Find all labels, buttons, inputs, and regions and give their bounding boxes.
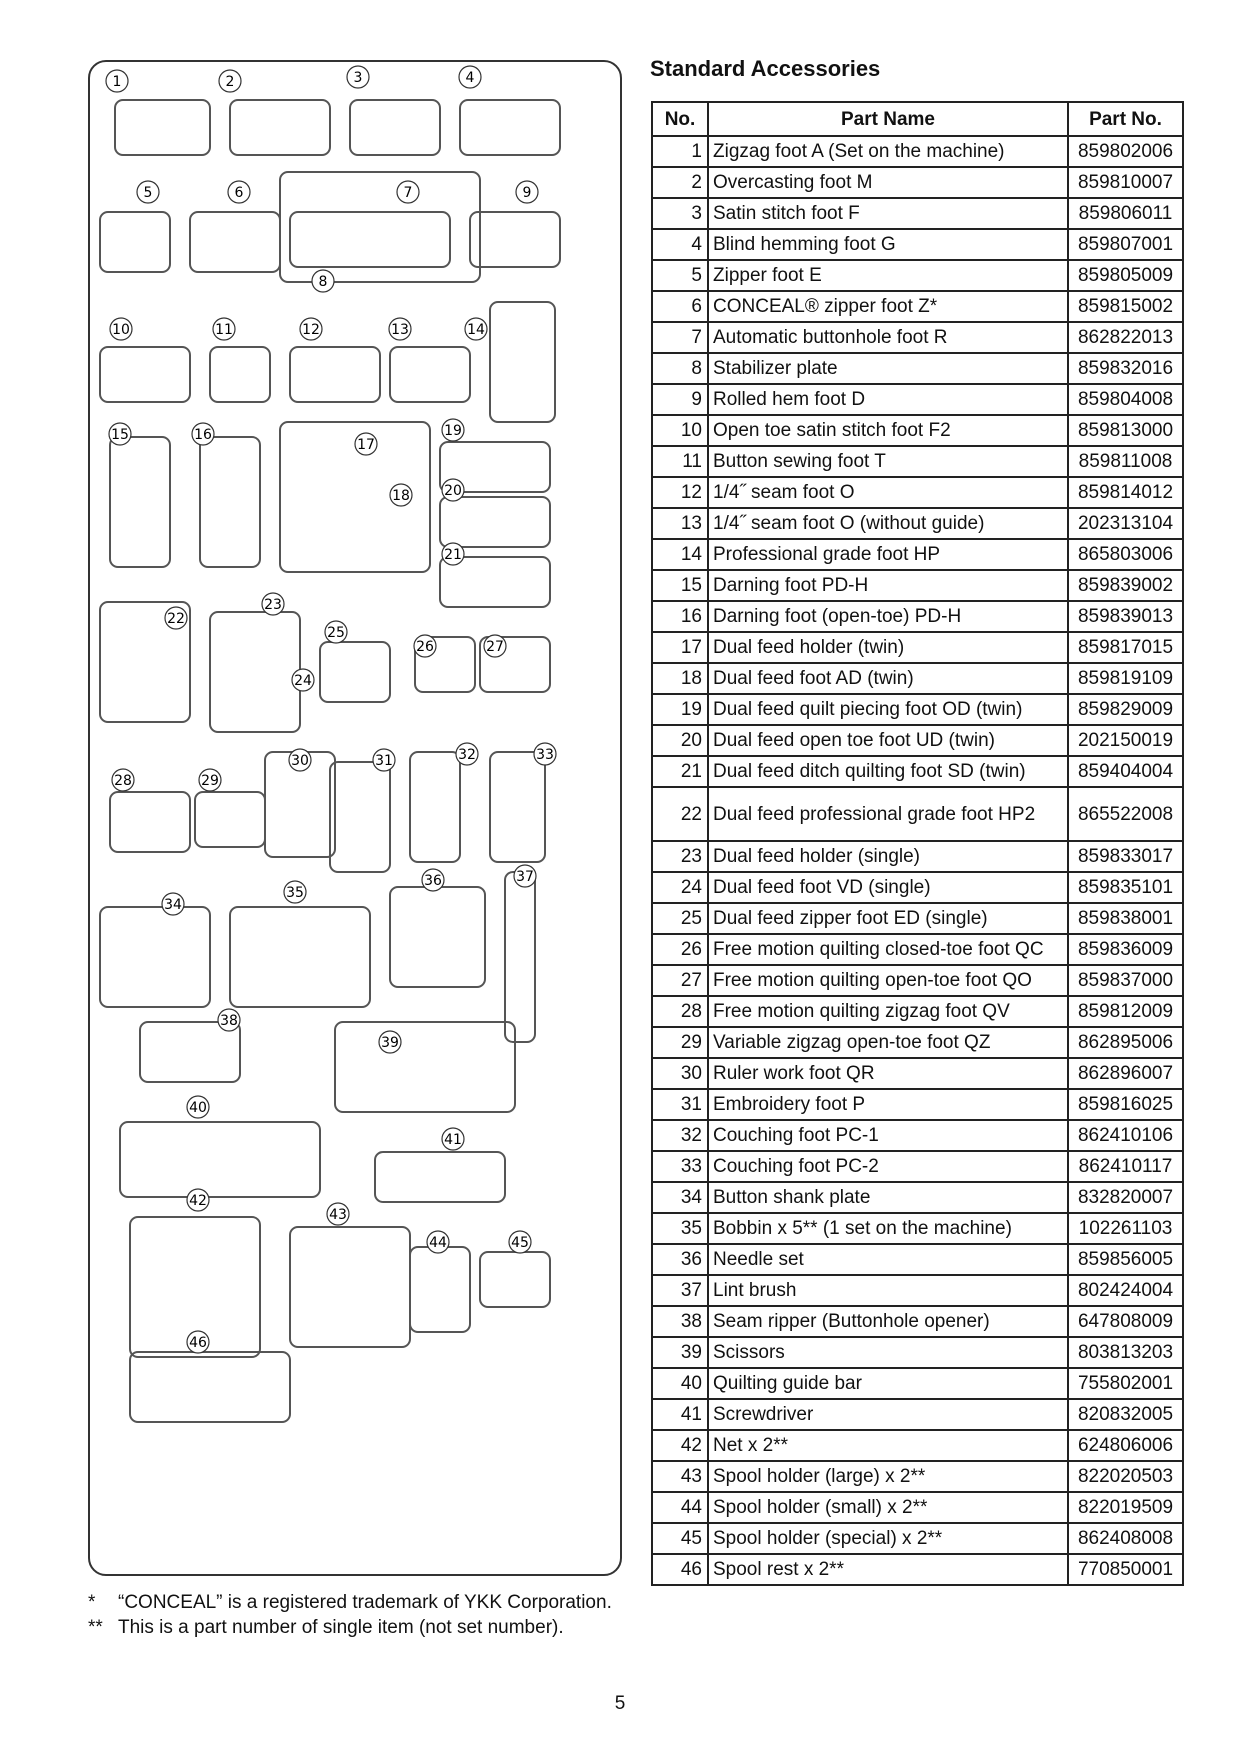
part-name-cell: Ruler work foot QR [708,1058,1068,1089]
table-row [652,934,1183,965]
part-no-cell: 859404004 [1068,756,1183,787]
table-row [652,477,1183,508]
table-row [652,965,1183,996]
item-number-label: 5 [143,185,153,201]
part-no-cell: 859839013 [1068,601,1183,632]
part-name-cell: Zigzag foot A (Set on the machine) [708,136,1068,167]
accessory-drawing-13 [390,347,470,402]
part-no-cell: 859832016 [1068,353,1183,384]
item-number-label: 31 [375,753,393,769]
item-number-label: 30 [291,753,309,769]
part-name-cell: Button shank plate [708,1182,1068,1213]
accessory-drawing-26 [110,792,190,852]
part-no-cell: 802424004 [1068,1275,1183,1306]
part-name-cell: Satin stitch foot F [708,198,1068,229]
part-no-cell: 822019509 [1068,1492,1183,1523]
part-name-cell: Spool rest x 2** [708,1554,1068,1585]
part-number-index: 40 [652,1368,708,1399]
part-no-cell: 859829009 [1068,694,1183,725]
part-name-cell: Spool holder (large) x 2** [708,1461,1068,1492]
accessories-illustration [90,62,624,1578]
part-no-cell: 859806011 [1068,198,1183,229]
part-no-cell: 859804008 [1068,384,1183,415]
part-name-cell: Dual feed foot AD (twin) [708,663,1068,694]
table-row [652,1275,1183,1306]
accessory-drawing-14 [490,302,555,422]
part-number-index: 16 [652,601,708,632]
part-no-cell: 859833017 [1068,841,1183,872]
item-number-label: 13 [391,322,409,338]
accessory-drawing-10 [100,347,190,402]
table-row [652,415,1183,446]
accessory-drawing-37 [335,1022,515,1112]
accessory-drawing-30 [410,752,460,862]
item-number-label: 34 [164,897,182,913]
item-number-label: 15 [111,427,129,443]
footnote-2 [88,1615,628,1640]
accessory-drawing-38 [120,1122,320,1197]
part-name-cell: Bobbin x 5** (1 set on the machine) [708,1213,1068,1244]
part-number-index: 46 [652,1554,708,1585]
part-name-cell: Blind hemming foot G [708,229,1068,260]
part-no-cell: 803813203 [1068,1337,1183,1368]
part-number-index: 21 [652,756,708,787]
part-number-index: 41 [652,1399,708,1430]
part-number-index: 42 [652,1430,708,1461]
footnote-mark: * [88,1592,96,1613]
accessories-table [651,101,1184,1586]
part-no-cell: 859807001 [1068,229,1183,260]
item-number-label: 2 [225,74,235,90]
part-no-cell: 862896007 [1068,1058,1183,1089]
table-row [652,136,1183,167]
footnote-1 [88,1590,628,1615]
accessory-drawing-6 [190,212,280,272]
part-number-index: 3 [652,198,708,229]
accessory-drawing-44 [130,1352,290,1422]
part-number-index: 39 [652,1337,708,1368]
part-no-cell: 859815002 [1068,291,1183,322]
item-number-label: 42 [189,1193,207,1209]
item-number-label: 28 [114,773,132,789]
part-name-cell: Scissors [708,1337,1068,1368]
part-name-cell: Dual feed open toe foot UD (twin) [708,725,1068,756]
table-row [652,353,1183,384]
part-no-cell: 202313104 [1068,508,1183,539]
item-number-label: 40 [189,1100,207,1116]
part-name-cell: Embroidery foot P [708,1089,1068,1120]
table-row [652,1244,1183,1275]
accessory-drawing-23 [320,642,390,702]
column-header-no: No. [652,102,708,136]
table-row [652,1461,1183,1492]
accessory-drawing-39 [375,1152,505,1202]
table-row [652,1492,1183,1523]
table-row [652,1151,1183,1182]
accessory-drawing-32 [100,907,210,1007]
item-number-label: 24 [294,673,312,689]
column-header-part-name: Part Name [708,102,1068,136]
table-row [652,229,1183,260]
item-number-label: 1 [112,74,122,90]
part-number-index: 14 [652,539,708,570]
part-number-index: 26 [652,934,708,965]
item-number-label: 17 [357,437,375,453]
table-row [652,996,1183,1027]
part-number-index: 45 [652,1523,708,1554]
part-number-index: 31 [652,1089,708,1120]
part-no-cell: 862408008 [1068,1523,1183,1554]
table-row [652,446,1183,477]
table-row [652,1182,1183,1213]
part-no-cell: 859816025 [1068,1089,1183,1120]
part-name-cell: Dual feed holder (twin) [708,632,1068,663]
table-row [652,1430,1183,1461]
item-number-label: 37 [516,869,534,885]
item-number-label: 36 [424,873,442,889]
accessory-drawing-22 [210,612,300,732]
part-name-cell: Zipper foot E [708,260,1068,291]
accessory-drawing-19 [440,497,550,547]
item-number-label: 38 [220,1013,238,1029]
table-row [652,632,1183,663]
part-no-cell: 102261103 [1068,1213,1183,1244]
item-number-label: 32 [458,747,476,763]
part-number-index: 27 [652,965,708,996]
part-no-cell: 862410106 [1068,1120,1183,1151]
accessory-drawing-15 [110,437,170,567]
item-number-label: 19 [444,423,462,439]
accessories-illustration-panel [88,60,622,1576]
table-row [652,663,1183,694]
part-no-cell: 822020503 [1068,1461,1183,1492]
table-row [652,322,1183,353]
item-number-label: 45 [511,1235,529,1251]
item-number-label: 18 [392,488,410,504]
part-name-cell: Stabilizer plate [708,353,1068,384]
part-number-index: 43 [652,1461,708,1492]
accessory-drawing-29 [330,762,390,872]
part-number-index: 11 [652,446,708,477]
table-row [652,1089,1183,1120]
part-name-cell: Free motion quilting closed-toe foot QC [708,934,1068,965]
part-name-cell: Darning foot (open-toe) PD-H [708,601,1068,632]
item-number-label: 29 [201,773,219,789]
accessory-drawing-1 [115,100,210,155]
part-no-cell: 862410117 [1068,1151,1183,1182]
part-number-index: 44 [652,1492,708,1523]
item-number-label: 14 [467,322,485,338]
part-name-cell: CONCEAL® zipper foot Z* [708,291,1068,322]
part-name-cell: Free motion quilting open-toe foot QO [708,965,1068,996]
item-number-label: 20 [444,483,462,499]
part-no-cell: 859817015 [1068,632,1183,663]
part-no-cell: 859819109 [1068,663,1183,694]
part-name-cell: Overcasting foot M [708,167,1068,198]
table-row [652,694,1183,725]
part-number-index: 18 [652,663,708,694]
part-number-index: 5 [652,260,708,291]
table-row [652,1027,1183,1058]
table-row [652,841,1183,872]
accessory-drawing-43 [480,1252,550,1307]
part-no-cell: 859805009 [1068,260,1183,291]
part-no-cell: 862822013 [1068,322,1183,353]
part-name-cell: Couching foot PC-1 [708,1120,1068,1151]
table-row [652,872,1183,903]
part-number-index: 25 [652,903,708,934]
part-no-cell: 202150019 [1068,725,1183,756]
part-number-index: 9 [652,384,708,415]
accessory-drawing-16 [200,437,260,567]
table-row [652,1554,1183,1585]
accessory-drawing-8 [290,212,450,267]
item-number-label: 46 [189,1335,207,1351]
part-no-cell: 859835101 [1068,872,1183,903]
table-row [652,291,1183,322]
table-row [652,570,1183,601]
part-name-cell: Net x 2** [708,1430,1068,1461]
table-row [652,1058,1183,1089]
item-number-label: 6 [234,185,244,201]
table-header-row [652,102,1183,136]
part-name-cell: 1/4˝ seam foot O [708,477,1068,508]
part-no-cell: 865803006 [1068,539,1183,570]
part-name-cell: Professional grade foot HP [708,539,1068,570]
part-name-cell: Dual feed holder (single) [708,841,1068,872]
accessory-drawing-4 [460,100,560,155]
part-name-cell: 1/4˝ seam foot O (without guide) [708,508,1068,539]
part-number-index: 12 [652,477,708,508]
item-number-label: 25 [327,625,345,641]
part-name-cell: Dual feed professional grade foot HP2 [708,787,1068,841]
table-row [652,260,1183,291]
part-name-cell: Rolled hem foot D [708,384,1068,415]
table-row [652,1399,1183,1430]
item-number-label: 41 [444,1132,462,1148]
accessory-drawing-33 [230,907,370,1007]
part-no-cell: 820832005 [1068,1399,1183,1430]
part-no-cell: 859811008 [1068,446,1183,477]
part-no-cell: 859837000 [1068,965,1183,996]
part-no-cell: 832820007 [1068,1182,1183,1213]
part-number-index: 4 [652,229,708,260]
item-number-label: 7 [403,185,413,201]
part-number-index: 30 [652,1058,708,1089]
part-number-index: 20 [652,725,708,756]
accessory-drawing-12 [290,347,380,402]
item-number-label: 8 [318,274,328,290]
part-name-cell: Dual feed zipper foot ED (single) [708,903,1068,934]
part-no-cell: 859839002 [1068,570,1183,601]
page-number: 5 [614,1693,626,1714]
table-row [652,167,1183,198]
table-row [652,1120,1183,1151]
part-no-cell: 865522008 [1068,787,1183,841]
accessory-drawing-31 [490,752,545,862]
table-row [652,903,1183,934]
part-no-cell: 859812009 [1068,996,1183,1027]
part-name-cell: Dual feed foot VD (single) [708,872,1068,903]
part-number-index: 19 [652,694,708,725]
part-number-index: 7 [652,322,708,353]
part-number-index: 22 [652,787,708,841]
part-no-cell: 859810007 [1068,167,1183,198]
table-row [652,787,1183,841]
part-number-index: 8 [652,353,708,384]
part-number-index: 34 [652,1182,708,1213]
accessory-drawing-41 [290,1227,410,1347]
part-name-cell: Quilting guide bar [708,1368,1068,1399]
part-number-index: 35 [652,1213,708,1244]
part-number-index: 36 [652,1244,708,1275]
item-number-label: 35 [286,885,304,901]
accessory-drawing-11 [210,347,270,402]
part-name-cell: Couching foot PC-2 [708,1151,1068,1182]
item-number-label: 4 [465,70,475,86]
part-no-cell: 647808009 [1068,1306,1183,1337]
table-row [652,1368,1183,1399]
part-number-index: 37 [652,1275,708,1306]
table-row [652,1337,1183,1368]
accessory-drawing-42 [410,1247,470,1332]
accessory-drawing-9 [470,212,560,267]
accessory-drawing-2 [230,100,330,155]
item-number-label: 26 [416,639,434,655]
item-number-label: 10 [112,322,130,338]
part-no-cell: 755802001 [1068,1368,1183,1399]
table-body [652,136,1183,1585]
part-name-cell: Screwdriver [708,1399,1068,1430]
part-name-cell: Seam ripper (Buttonhole opener) [708,1306,1068,1337]
item-number-label: 21 [444,547,462,563]
part-no-cell: 859856005 [1068,1244,1183,1275]
table-row [652,1213,1183,1244]
table-row [652,508,1183,539]
part-name-cell: Automatic buttonhole foot R [708,322,1068,353]
item-number-label: 33 [536,747,554,763]
item-number-label: 22 [167,611,185,627]
part-number-index: 17 [652,632,708,663]
part-no-cell: 859802006 [1068,136,1183,167]
footnote-text: This is a part number of single item (not set number). [118,1617,564,1638]
part-number-index: 23 [652,841,708,872]
accessory-drawing-3 [350,100,440,155]
table-row [652,1523,1183,1554]
table-row [652,601,1183,632]
accessory-drawing-27 [195,792,265,847]
item-number-label: 27 [486,639,504,655]
footnote-mark: ** [88,1617,103,1638]
table-row [652,384,1183,415]
part-number-index: 6 [652,291,708,322]
part-no-cell: 859836009 [1068,934,1183,965]
item-number-label: 23 [264,597,282,613]
item-number-label: 12 [302,322,320,338]
part-name-cell: Spool holder (small) x 2** [708,1492,1068,1523]
item-number-label: 44 [429,1235,447,1251]
part-name-cell: Free motion quilting zigzag foot QV [708,996,1068,1027]
part-number-index: 29 [652,1027,708,1058]
item-number-label: 3 [353,70,363,86]
part-number-index: 38 [652,1306,708,1337]
table-row [652,1306,1183,1337]
accessory-drawing-35 [505,872,535,1042]
part-name-cell: Dual feed ditch quilting foot SD (twin) [708,756,1068,787]
part-name-cell: Variable zigzag open-toe foot QZ [708,1027,1068,1058]
part-number-index: 2 [652,167,708,198]
column-header-part-no: Part No. [1068,102,1183,136]
part-name-cell: Needle set [708,1244,1068,1275]
part-number-index: 1 [652,136,708,167]
part-no-cell: 859813000 [1068,415,1183,446]
table-row [652,756,1183,787]
part-number-index: 28 [652,996,708,1027]
accessory-drawing-36 [140,1022,240,1082]
table-row [652,725,1183,756]
part-number-index: 13 [652,508,708,539]
part-number-index: 15 [652,570,708,601]
part-name-cell: Lint brush [708,1275,1068,1306]
part-no-cell: 859838001 [1068,903,1183,934]
part-no-cell: 770850001 [1068,1554,1183,1585]
item-number-label: 39 [381,1035,399,1051]
part-no-cell: 624806006 [1068,1430,1183,1461]
item-number-label: 11 [215,322,233,338]
item-number-label: 16 [194,427,212,443]
part-number-index: 24 [652,872,708,903]
part-name-cell: Dual feed quilt piecing foot OD (twin) [708,694,1068,725]
part-no-cell: 859814012 [1068,477,1183,508]
part-name-cell: Button sewing foot T [708,446,1068,477]
footnotes [88,1590,628,1640]
part-number-index: 32 [652,1120,708,1151]
part-number-index: 33 [652,1151,708,1182]
table-row [652,539,1183,570]
table-row [652,198,1183,229]
footnote-text: “CONCEAL” is a registered trademark of YKK Corporation. [118,1592,612,1613]
part-name-cell: Open toe satin stitch foot F2 [708,415,1068,446]
part-name-cell: Spool holder (special) x 2** [708,1523,1068,1554]
part-number-index: 10 [652,415,708,446]
item-number-label: 43 [329,1207,347,1223]
item-number-label: 9 [522,185,532,201]
accessory-drawing-5 [100,212,170,272]
page-title: Standard Accessories [650,56,881,81]
part-name-cell: Darning foot PD-H [708,570,1068,601]
part-no-cell: 862895006 [1068,1027,1183,1058]
accessory-drawing-34 [390,887,485,987]
